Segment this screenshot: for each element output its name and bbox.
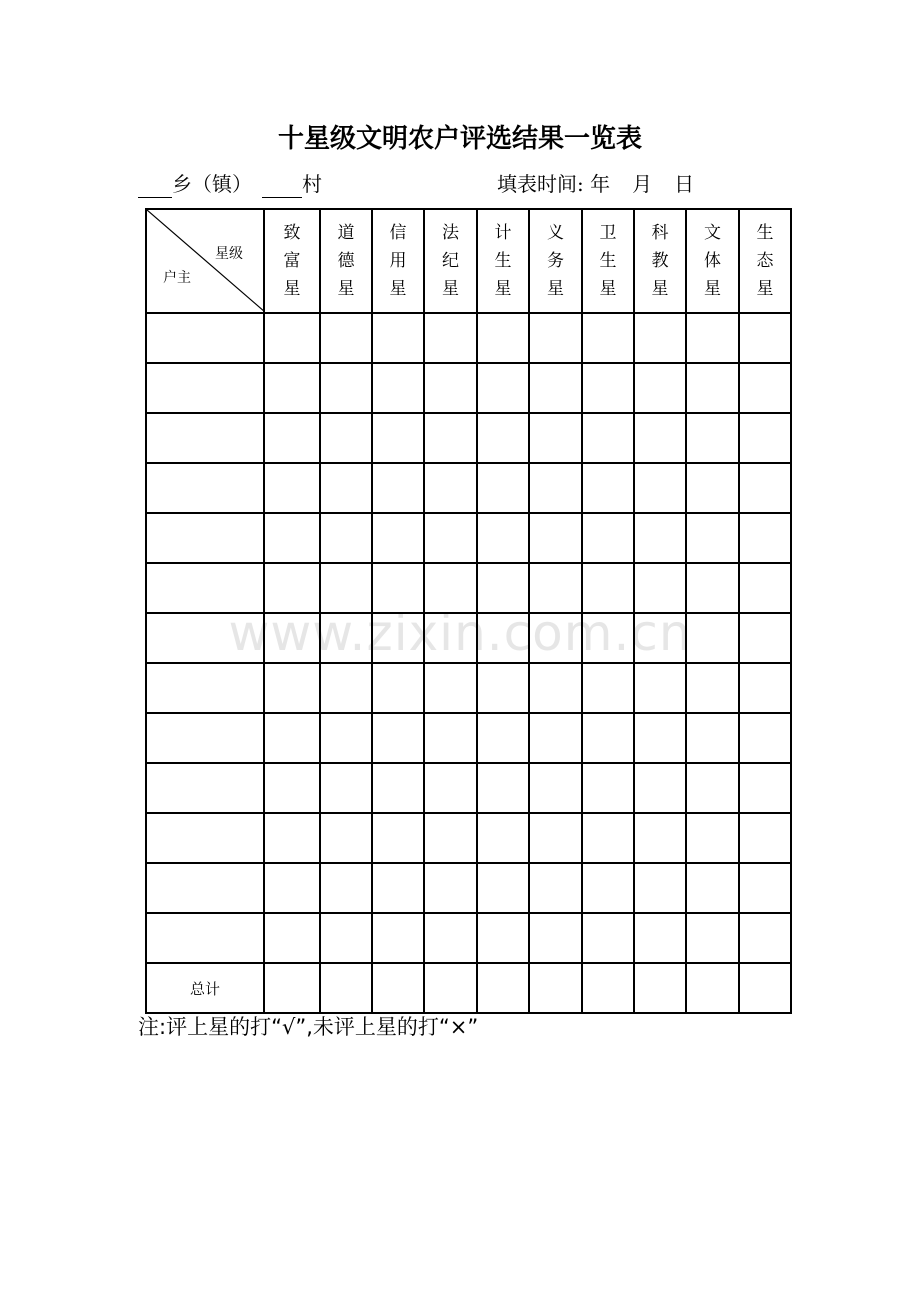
rating-cell[interactable] [739, 713, 791, 763]
rating-cell[interactable] [739, 463, 791, 513]
column-header-char: 卫 [599, 223, 617, 243]
footnote: 注:评上星的打“√”,未评上星的打“×” [138, 1015, 479, 1039]
header-row [146, 209, 791, 313]
column-header-char: 态 [756, 251, 774, 271]
rating-cell[interactable] [264, 813, 320, 863]
rating-cell[interactable] [477, 763, 529, 813]
rating-cell[interactable] [320, 713, 372, 763]
column-header-char: 星 [704, 279, 721, 299]
rating-cell[interactable] [264, 613, 320, 663]
diagonal-divider [147, 210, 265, 312]
rating-cell[interactable] [264, 363, 320, 413]
household-name-cell[interactable] [146, 613, 264, 663]
rating-cell[interactable] [424, 313, 477, 363]
table-row [146, 913, 791, 963]
household-name-cell[interactable] [146, 763, 264, 813]
table-row [146, 563, 791, 613]
rating-cell[interactable] [477, 463, 529, 513]
rating-cell[interactable] [686, 913, 739, 963]
household-name-cell[interactable] [146, 713, 264, 763]
total-cell[interactable] [424, 963, 477, 1013]
rating-cell[interactable] [264, 763, 320, 813]
rating-cell[interactable] [634, 563, 686, 613]
rating-cell[interactable] [264, 663, 320, 713]
rating-cell[interactable] [320, 663, 372, 713]
table-row [146, 663, 791, 713]
column-header-char: 生 [599, 251, 617, 271]
rating-cell[interactable] [372, 813, 424, 863]
rating-cell[interactable] [477, 913, 529, 963]
total-cell[interactable] [372, 963, 424, 1013]
rating-cell[interactable] [686, 663, 739, 713]
rating-cell[interactable] [529, 313, 582, 363]
household-name-cell[interactable] [146, 313, 264, 363]
watermark: www.zixin.com.cn [228, 604, 692, 662]
rating-cell[interactable] [320, 763, 372, 813]
rating-cell[interactable] [634, 363, 686, 413]
column-header-4 [424, 209, 477, 313]
column-header-char: 务 [547, 251, 564, 271]
rating-cell[interactable] [477, 313, 529, 363]
rating-cell[interactable] [372, 913, 424, 963]
rating-cell[interactable] [634, 763, 686, 813]
household-name-cell[interactable] [146, 913, 264, 963]
corner-header-cell [146, 209, 264, 313]
table-row [146, 463, 791, 513]
rating-cell[interactable] [372, 713, 424, 763]
table-row [146, 413, 791, 463]
rating-cell[interactable] [739, 313, 791, 363]
rating-cell[interactable] [372, 563, 424, 613]
rating-cell[interactable] [529, 613, 582, 663]
rating-cell[interactable] [739, 563, 791, 613]
rating-cell[interactable] [372, 363, 424, 413]
column-header-char: 法 [442, 223, 459, 243]
rating-cell[interactable] [739, 663, 791, 713]
rating-cell[interactable] [320, 513, 372, 563]
rating-cell[interactable] [320, 463, 372, 513]
rating-cell[interactable] [320, 313, 372, 363]
rating-cell[interactable] [634, 513, 686, 563]
year-label: 年 [590, 172, 611, 196]
rating-cell[interactable] [320, 813, 372, 863]
column-header-char: 德 [337, 251, 355, 271]
column-header-9 [686, 209, 739, 313]
household-name-cell[interactable] [146, 863, 264, 913]
rating-cell[interactable] [372, 763, 424, 813]
column-header-char: 科 [651, 223, 669, 243]
rating-cell[interactable] [686, 313, 739, 363]
total-cell[interactable] [320, 963, 372, 1013]
rating-cell[interactable] [686, 813, 739, 863]
rating-cell[interactable] [582, 613, 634, 663]
column-header-char: 体 [704, 251, 721, 271]
total-row [146, 963, 791, 1013]
column-header-char: 义 [547, 223, 564, 243]
rating-cell[interactable] [739, 913, 791, 963]
rating-cell[interactable] [424, 713, 477, 763]
column-header-char: 星 [442, 279, 459, 299]
table-row [146, 513, 791, 563]
rating-cell[interactable] [424, 813, 477, 863]
rating-cell[interactable] [424, 513, 477, 563]
village-blank[interactable] [262, 175, 302, 198]
rating-cell[interactable] [634, 913, 686, 963]
column-header-char: 星 [337, 279, 355, 299]
rating-cell[interactable] [320, 413, 372, 463]
column-header-1 [264, 209, 320, 313]
rating-cell[interactable] [264, 463, 320, 513]
rating-cell[interactable] [264, 863, 320, 913]
rating-cell[interactable] [529, 763, 582, 813]
rating-cell[interactable] [739, 413, 791, 463]
rating-cell[interactable] [372, 613, 424, 663]
rating-cell[interactable] [739, 613, 791, 663]
column-header-char: 文 [704, 223, 721, 243]
rating-cell[interactable] [372, 463, 424, 513]
rating-cell[interactable] [739, 363, 791, 413]
total-cell[interactable] [529, 963, 582, 1013]
column-header-char: 信 [389, 223, 407, 243]
household-name-cell[interactable] [146, 413, 264, 463]
date-label: 填表时间: [497, 172, 584, 196]
rating-cell[interactable] [529, 513, 582, 563]
rating-cell[interactable] [582, 563, 634, 613]
column-header-char: 生 [756, 223, 774, 243]
rating-cell[interactable] [582, 813, 634, 863]
table-row [146, 813, 791, 863]
table-row [146, 363, 791, 413]
rating-cell[interactable] [320, 563, 372, 613]
rating-cell[interactable] [686, 513, 739, 563]
rating-cell[interactable] [739, 763, 791, 813]
total-cell[interactable] [686, 963, 739, 1013]
day-label: 日 [674, 172, 695, 196]
rating-cell[interactable] [477, 413, 529, 463]
table-row [146, 863, 791, 913]
location-line [138, 170, 322, 198]
rating-cell[interactable] [686, 463, 739, 513]
rating-cell[interactable] [634, 463, 686, 513]
column-header-char: 星 [599, 279, 617, 299]
rating-cell[interactable] [372, 863, 424, 913]
rating-cell[interactable] [477, 863, 529, 913]
rating-cell[interactable] [477, 813, 529, 863]
rating-cell[interactable] [529, 463, 582, 513]
rating-cell[interactable] [686, 863, 739, 913]
household-head-label: 户主 [163, 270, 191, 286]
table-row [146, 763, 791, 813]
rating-cell[interactable] [424, 663, 477, 713]
rating-cell[interactable] [582, 313, 634, 363]
column-header-5 [477, 209, 529, 313]
rating-cell[interactable] [372, 313, 424, 363]
rating-cell[interactable] [582, 713, 634, 763]
rating-cell[interactable] [320, 613, 372, 663]
rating-cell[interactable] [320, 363, 372, 413]
column-header-char: 星 [547, 279, 564, 299]
column-header-char: 星 [756, 279, 774, 299]
rating-cell[interactable] [634, 813, 686, 863]
township-blank[interactable] [138, 175, 172, 198]
column-header-char: 用 [389, 251, 407, 271]
rating-cell[interactable] [477, 513, 529, 563]
rating-cell[interactable] [477, 663, 529, 713]
rating-cell[interactable] [264, 513, 320, 563]
household-name-cell[interactable] [146, 513, 264, 563]
column-header-7 [582, 209, 634, 313]
rating-cell[interactable] [320, 863, 372, 913]
rating-cell[interactable] [264, 713, 320, 763]
rating-cell[interactable] [582, 513, 634, 563]
household-name-cell[interactable] [146, 363, 264, 413]
rating-cell[interactable] [582, 663, 634, 713]
rating-cell[interactable] [529, 913, 582, 963]
rating-cell[interactable] [264, 913, 320, 963]
rating-cell[interactable] [634, 313, 686, 363]
rating-cell[interactable] [686, 363, 739, 413]
table-body [146, 313, 791, 1013]
rating-cell[interactable] [686, 413, 739, 463]
rating-cell[interactable] [477, 613, 529, 663]
page-title: 十星级文明农户评选结果一览表 [277, 124, 642, 154]
column-header-char: 纪 [442, 251, 459, 271]
rating-cell[interactable] [424, 463, 477, 513]
rating-cell[interactable] [634, 713, 686, 763]
column-header-char: 教 [651, 251, 669, 271]
rating-cell[interactable] [582, 913, 634, 963]
column-header-10 [739, 209, 791, 313]
column-header-char: 星 [389, 279, 407, 299]
rating-cell[interactable] [582, 863, 634, 913]
village-label: 村 [302, 172, 322, 196]
total-label: 总计 [146, 963, 264, 1013]
rating-cell[interactable] [582, 413, 634, 463]
rating-cell[interactable] [372, 513, 424, 563]
total-cell[interactable] [582, 963, 634, 1013]
rating-cell[interactable] [424, 363, 477, 413]
rating-cell[interactable] [529, 663, 582, 713]
rating-cell[interactable] [529, 563, 582, 613]
rating-cell[interactable] [686, 613, 739, 663]
star-level-label: 星级 [215, 246, 243, 262]
rating-cell[interactable] [372, 413, 424, 463]
column-header-char: 致 [283, 223, 301, 243]
column-header-6 [529, 209, 582, 313]
rating-cell[interactable] [529, 413, 582, 463]
star-rating-table [145, 208, 792, 1014]
column-header-char: 星 [283, 279, 301, 299]
rating-cell[interactable] [477, 363, 529, 413]
rating-cell[interactable] [582, 363, 634, 413]
rating-cell[interactable] [529, 863, 582, 913]
rating-cell[interactable] [686, 763, 739, 813]
rating-cell[interactable] [739, 813, 791, 863]
rating-cell[interactable] [477, 713, 529, 763]
total-cell[interactable] [739, 963, 791, 1013]
household-name-cell[interactable] [146, 463, 264, 513]
column-header-char: 星 [651, 279, 669, 299]
table-row [146, 313, 791, 363]
rating-cell[interactable] [739, 863, 791, 913]
total-cell[interactable] [264, 963, 320, 1013]
rating-cell[interactable] [320, 913, 372, 963]
household-name-cell[interactable] [146, 813, 264, 863]
column-header-char: 生 [494, 251, 512, 271]
rating-cell[interactable] [372, 663, 424, 713]
table-row [146, 713, 791, 763]
rating-cell[interactable] [264, 563, 320, 613]
rating-cell[interactable] [634, 863, 686, 913]
rating-cell[interactable] [686, 713, 739, 763]
rating-cell[interactable] [424, 613, 477, 663]
rating-cell[interactable] [529, 813, 582, 863]
rating-cell[interactable] [424, 763, 477, 813]
column-header-3 [372, 209, 424, 313]
rating-cell[interactable] [424, 913, 477, 963]
column-header-char: 富 [283, 251, 301, 271]
table-row [146, 613, 791, 663]
rating-cell[interactable] [634, 413, 686, 463]
township-label: 乡（镇） [172, 172, 252, 196]
column-header-8 [634, 209, 686, 313]
rating-cell[interactable] [529, 363, 582, 413]
rating-cell[interactable] [264, 413, 320, 463]
rating-cell[interactable] [424, 563, 477, 613]
rating-cell[interactable] [477, 563, 529, 613]
total-cell[interactable] [477, 963, 529, 1013]
rating-cell[interactable] [634, 663, 686, 713]
rating-cell[interactable] [529, 713, 582, 763]
column-header-2 [320, 209, 372, 313]
column-header-char: 计 [494, 223, 512, 243]
date-line [497, 170, 694, 198]
household-name-cell[interactable] [146, 563, 264, 613]
month-label: 月 [632, 172, 653, 196]
rating-cell[interactable] [582, 463, 634, 513]
rating-cell[interactable] [686, 563, 739, 613]
rating-cell[interactable] [264, 313, 320, 363]
total-cell[interactable] [634, 963, 686, 1013]
household-name-cell[interactable] [146, 663, 264, 713]
rating-cell[interactable] [582, 763, 634, 813]
rating-cell[interactable] [739, 513, 791, 563]
column-header-char: 道 [337, 223, 355, 243]
rating-cell[interactable] [424, 863, 477, 913]
rating-cell[interactable] [634, 613, 686, 663]
column-header-char: 星 [494, 279, 512, 299]
rating-cell[interactable] [424, 413, 477, 463]
